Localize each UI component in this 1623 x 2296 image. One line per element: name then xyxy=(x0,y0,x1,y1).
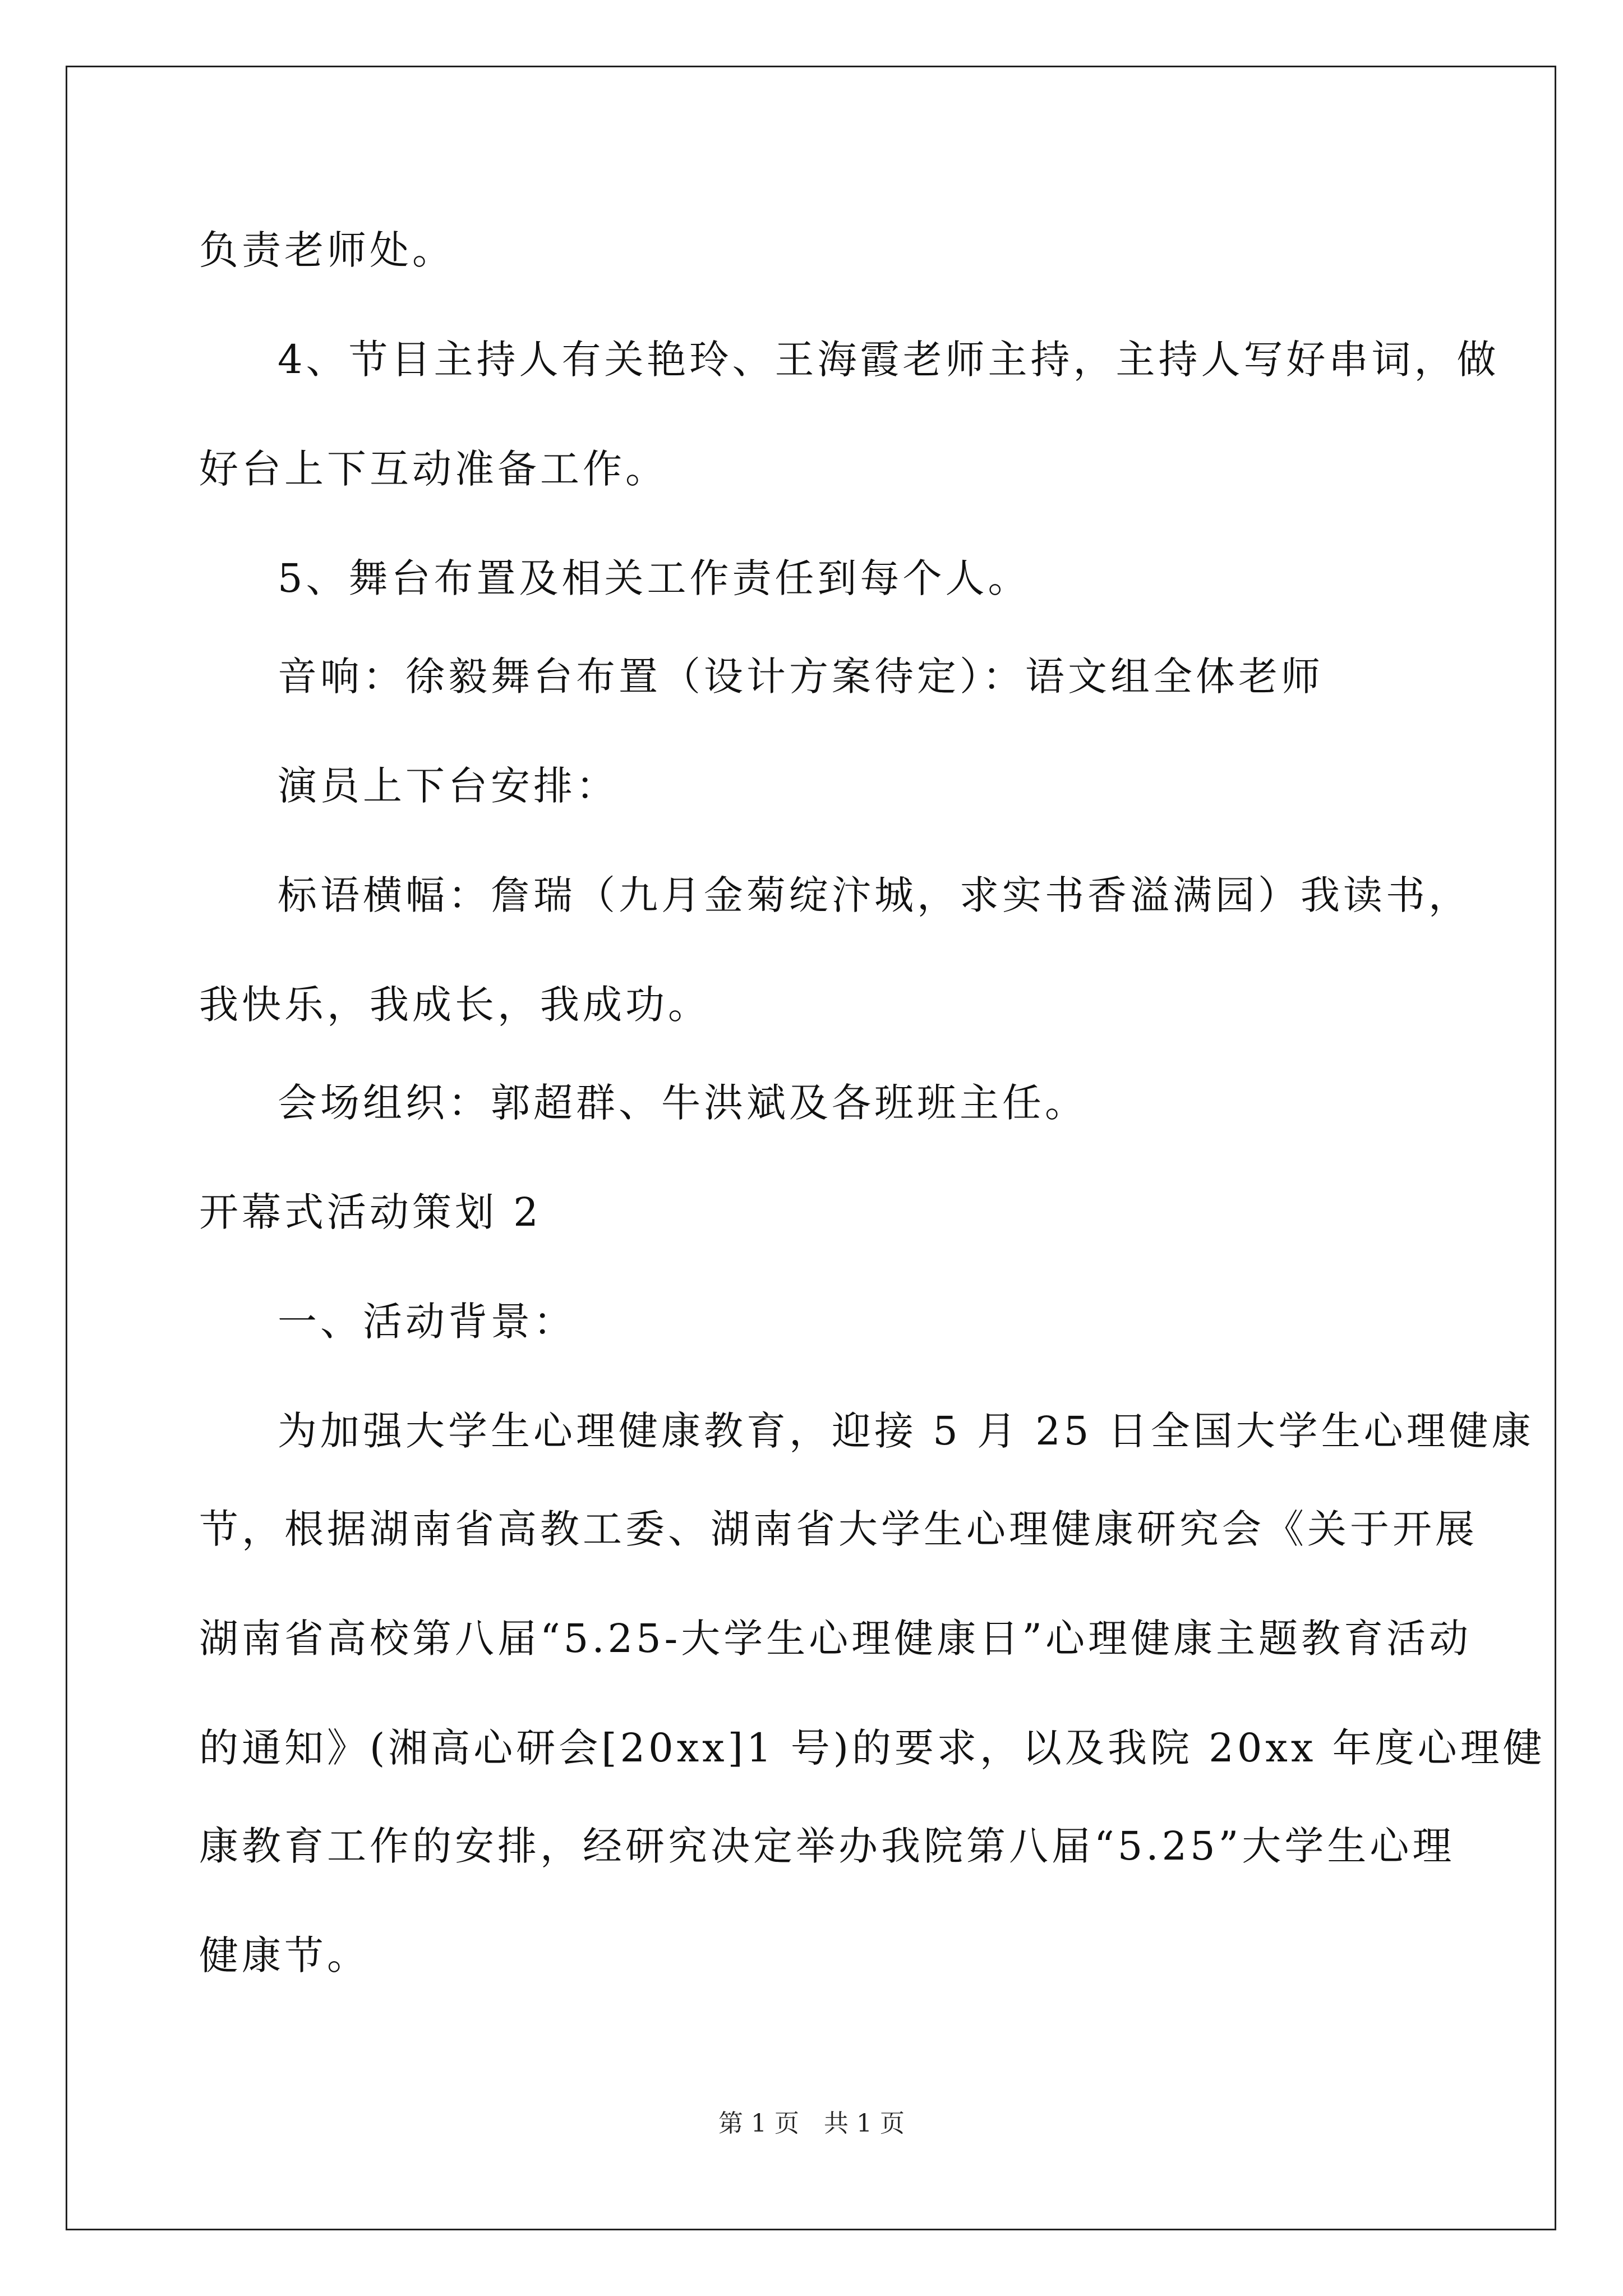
text-line: 健康节。 xyxy=(199,1932,370,1978)
text-line: 负责老师处。 xyxy=(199,227,455,273)
text-line: 5、舞台布置及相关工作责任到每个人。 xyxy=(278,555,1031,601)
section-heading: 开幕式活动策划 2 xyxy=(199,1189,542,1235)
text-line: 4、节目主持人有关艳玲、王海霞老师主持，主持人写好串词，做 xyxy=(278,337,1500,383)
text-line: 会场组织：郭超群、牛洪斌及各班班主任。 xyxy=(278,1080,1087,1126)
text-line: 湖南省高校第八届“5.25-大学生心理健康日”心理健康主题教育活动 xyxy=(199,1616,1472,1662)
text-line: 康教育工作的安排，经研究决定举办我院第八届“5.25”大学生心理 xyxy=(199,1823,1455,1869)
subsection-heading: 一、活动背景： xyxy=(278,1299,576,1345)
text-line: 的通知》(湘高心研会[20xx]1 号)的要求，以及我院 20xx 年度心理健 xyxy=(199,1725,1546,1771)
text-line: 标语横幅：詹瑞（九月金菊绽汴城，求实书香溢满园）我读书， xyxy=(278,872,1471,918)
page-footer: 第 1 页 共 1 页 xyxy=(718,2109,905,2138)
text-line: 好台上下互动准备工作。 xyxy=(199,446,668,492)
text-line: 为加强大学生心理健康教育，迎接 5 月 25 日全国大学生心理健康 xyxy=(278,1408,1534,1454)
text-line: 我快乐，我成长，我成功。 xyxy=(199,982,711,1028)
text-line: 节，根据湖南省高教工委、湖南省大学生心理健康研究会《关于开展 xyxy=(199,1506,1478,1552)
text-line: 演员上下台安排： xyxy=(278,763,619,809)
page-border xyxy=(66,66,1556,2230)
text-line: 音响：徐毅舞台布置（设计方案待定）：语文组全体老师 xyxy=(278,654,1324,700)
